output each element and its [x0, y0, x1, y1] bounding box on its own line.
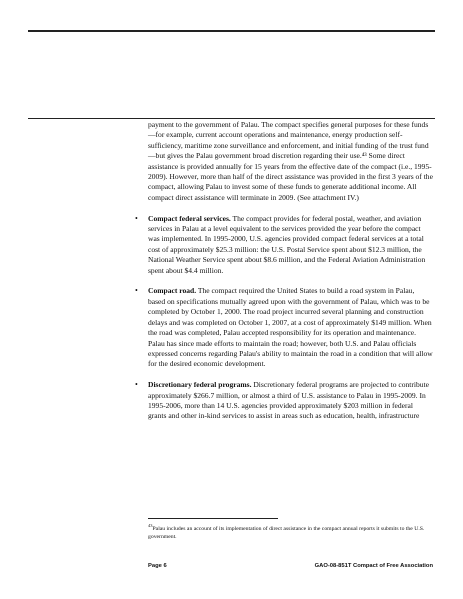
- footnote-rule: [148, 518, 278, 519]
- report-number: GAO-08-851T Compact of Free Association: [314, 563, 433, 569]
- bullet-heading: Compact federal services.: [148, 213, 231, 223]
- section-rule: [28, 118, 435, 119]
- page-footer: [148, 563, 433, 569]
- bullet-text: The compact required the United States to build a road system in Palau, based on specifications mutually agreed upon with the government of Palau, which was to be completed by October 1, 2000. The road project incurred several planning and construction delays and was completed on October 1, 2007, at a cost of approximately $149 million. When the road was completed, Palau accepted responsibility for its operation and maintenance. Palau has since made efforts to maintain the road; however, both U.S. and Palau officials expressed concerns regarding Palau's ability to maintain the road in a condition that will allow for the desired economic development.: [148, 286, 433, 369]
- footnote: [148, 522, 433, 541]
- bullet-item-federal-services: [135, 213, 433, 276]
- bullet-heading: Discretionary federal programs.: [148, 380, 252, 390]
- bullet-icon: •: [135, 286, 138, 296]
- bullet-item-compact-road: [135, 286, 433, 369]
- footnote-marker: 43: [148, 523, 153, 528]
- bullet-icon: •: [135, 213, 138, 223]
- page-number: Page 6: [148, 563, 167, 569]
- header-rule: [28, 30, 435, 32]
- bullet-text: The compact provides for federal postal, weather, and aviation services in Palau at a level equivalent to the services provided the year before the compact was implemented. In 1995-2000, U.S. agencies provided compact federal services at a total cost of approximately $25.3 million: the U.S. Postal Service spent about $12.3 million, the National Weather Service spent about $8.6 million, and the Federal Aviation Administration spent about $4.4 million.: [148, 213, 426, 275]
- bullet-item-discretionary-programs: [135, 380, 433, 422]
- intro-paragraph: payment to the government of Palau. The compact specifies general purposes for these funds—for example, current account operations and maintenance, energy production self-sufficiency, maritime zone surveillance and enforcement, and initial funding of the trust fund—but gives the Palau government broad discretion regarding their use.⁴³ Some direct assistance is provided annually for 15 years from the effective date of the compact (i.e., 1995-2009). However, more than half of the direct assistance was provided in the first 3 years of the compact, allowing Palau to invest some of these funds to generate additional income. All compact direct assistance will terminate in 2009. (See attachment IV.): [148, 120, 433, 202]
- bullet-heading: Compact road.: [148, 286, 197, 296]
- bullet-text: Discretionary federal programs are projected to contribute approximately $266.7 million, or almost a third of U.S. assistance to Palau in 1995-2009. In 1995-2006, more than 14 U.S. agencies provided approximately $203 million in federal grants and other in-kind services to assist in areas such as education, health, infrastructure: [148, 380, 429, 421]
- footnote-text: Palau includes an account of its implementation of direct assistance in the compact annual reports it submits to the U.S. government.: [148, 525, 425, 540]
- body-text: [135, 120, 433, 422]
- bullet-icon: •: [135, 380, 138, 390]
